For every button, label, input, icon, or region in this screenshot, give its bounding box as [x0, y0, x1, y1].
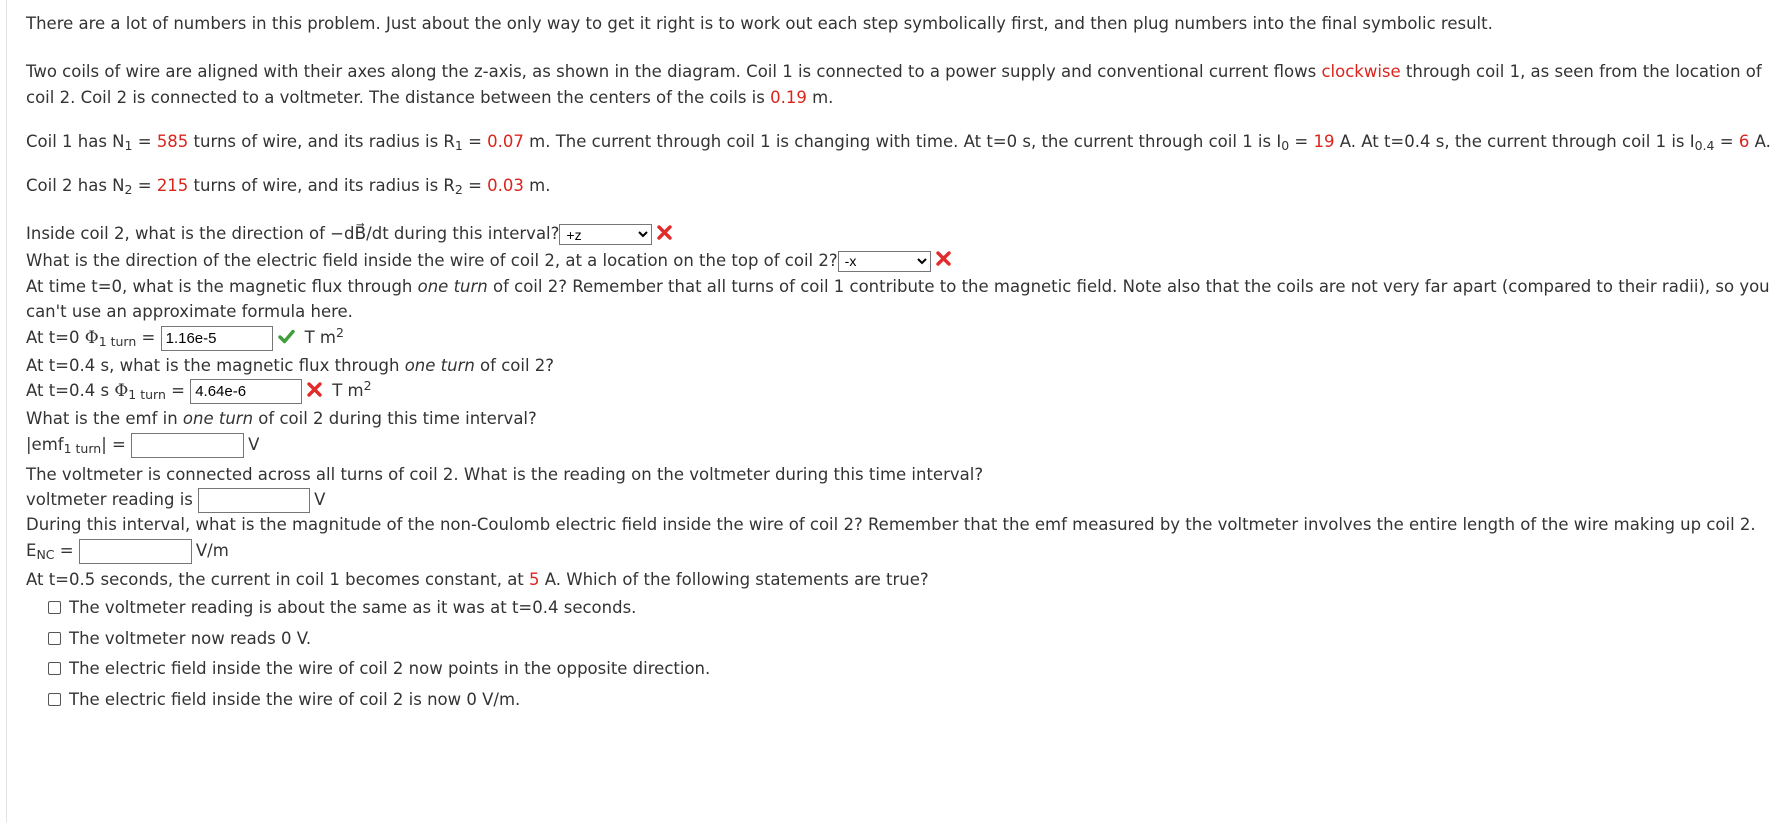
question-emf-one-turn: What is the emf in one turn of coil 2 during this time interval? — [26, 409, 537, 429]
coil2-paragraph: Coil 2 has $N_2 = 215$ turns of wire, and its radius is $R_2 = 0.03$ m. — [26, 176, 551, 197]
problem-frame — [6, 0, 1784, 822]
coil1-radius: 0.07 — [487, 132, 524, 151]
question-flux-t0: At time t=0, what is the magnetic flux through one turn of coil 2? Remember that all turns of coil 1 contribute to the magnetic field. Note also that the coils are not very far apart (compared to their radii), so you can't use an approximate formula here. — [26, 276, 1770, 322]
statement-choices — [26, 592, 1784, 714]
answer-row-voltmeter: voltmeter reading is V — [26, 487, 1784, 511]
x-icon — [936, 248, 951, 274]
choice-field-opposite[interactable]: The electric field inside the wire of coil 2 now points in the opposite direction. — [48, 653, 1784, 684]
question-voltmeter: The voltmeter is connected across all turns of coil 2. What is the reading on the voltmeter during this time interval? — [26, 464, 984, 484]
checkbox[interactable] — [48, 601, 61, 614]
answer-row-flux-t04: At t=0.4 s $\Phi_{1 turn} = 4.64e-6$ T $m^2$ — [26, 378, 1784, 406]
question-db-dt-direction: Inside coil 2, what is the direction of −dB⃗/dt during this interval? +z — [26, 221, 1784, 248]
answer-row-enc: $E_{NC} = V/m$ — [26, 540, 229, 562]
voltmeter-reading-input[interactable] — [198, 488, 310, 513]
setup-paragraph: Two coils of wire are aligned with their axes along the z-axis, as shown in the diagram. Coil 1 is connected to a power supply and conventional current flows clockwise through coil 1, as seen from the location of coil 2. Coil 2 is connected to a voltmeter. The distance between the centers of the coils is 0.19 m. — [26, 62, 1762, 107]
emf-one-turn-input[interactable] — [131, 433, 244, 458]
checkbox[interactable] — [48, 693, 61, 706]
flux-t0-input[interactable] — [161, 326, 273, 351]
checkbox[interactable] — [48, 632, 61, 645]
question-efield-direction: What is the direction of the electric field inside the wire of coil 2, at a location on the top of coil 2? -x — [26, 248, 1784, 274]
coil2-radius: 0.03 — [487, 176, 524, 195]
enc-input[interactable] — [79, 539, 192, 564]
coil1-i04: 6 — [1738, 132, 1750, 151]
coil1-i0: 19 — [1313, 132, 1335, 151]
flux-t04-input[interactable] — [190, 379, 302, 404]
answer-row-flux-t0: At t=0 $\Phi_{1 turn} = 1.16e-5$ T $m^2$ — [26, 325, 1784, 353]
db-dt-direction-select[interactable] — [559, 224, 652, 245]
answer-row-emf: |emf$_{1 turn}$| = V — [26, 434, 260, 456]
intro-text: There are a lot of numbers in this problem. Just about the only way to get it right is to work out each step symbolically first, and then plug numbers into the final symbolic result. — [26, 14, 1493, 33]
coil-distance: 0.19 — [770, 88, 807, 107]
coil1-turns: 585 — [156, 132, 189, 151]
current-direction: clockwise — [1321, 62, 1401, 81]
efield-direction-select[interactable] — [838, 251, 931, 272]
coil1-paragraph: Coil 1 has $N_1 = 585$ turns of wire, and its radius is $R_1 = 0.07$ m. The current through coil 1 is changing with time. At t=0 s, the current through coil 1 is $I_0 = 19$ A. At t=0.4 s, the current through coil 1 is $I_{0.4} = 6$ A. — [26, 132, 1771, 153]
questions — [26, 221, 1784, 714]
coil2-turns: 215 — [156, 176, 189, 195]
x-icon — [307, 379, 322, 405]
checkbox[interactable] — [48, 662, 61, 675]
check-icon — [278, 326, 295, 352]
constant-current-value: 5 — [529, 569, 540, 589]
choice-field-zero[interactable]: The electric field inside the wire of coil 2 is now 0 V/m. — [48, 684, 1784, 715]
question-flux-t04: At t=0.4 s, what is the magnetic flux through one turn of coil 2? — [26, 355, 555, 375]
question-constant-current: At t=0.5 seconds, the current in coil 1 becomes constant, at 5 A. Which of the following statements are true? — [26, 569, 929, 589]
question-enc: During this interval, what is the magnitude of the non-Coulomb electric field inside the wire of coil 2? Remember that the emf measured by the voltmeter involves the entire length of the wire making up coil 2. — [26, 515, 1756, 535]
choice-voltmeter-zero[interactable]: The voltmeter now reads 0 V. — [48, 623, 1784, 654]
x-icon — [657, 222, 672, 248]
choice-voltmeter-same[interactable]: The voltmeter reading is about the same as it was at t=0.4 seconds. — [48, 592, 1784, 623]
